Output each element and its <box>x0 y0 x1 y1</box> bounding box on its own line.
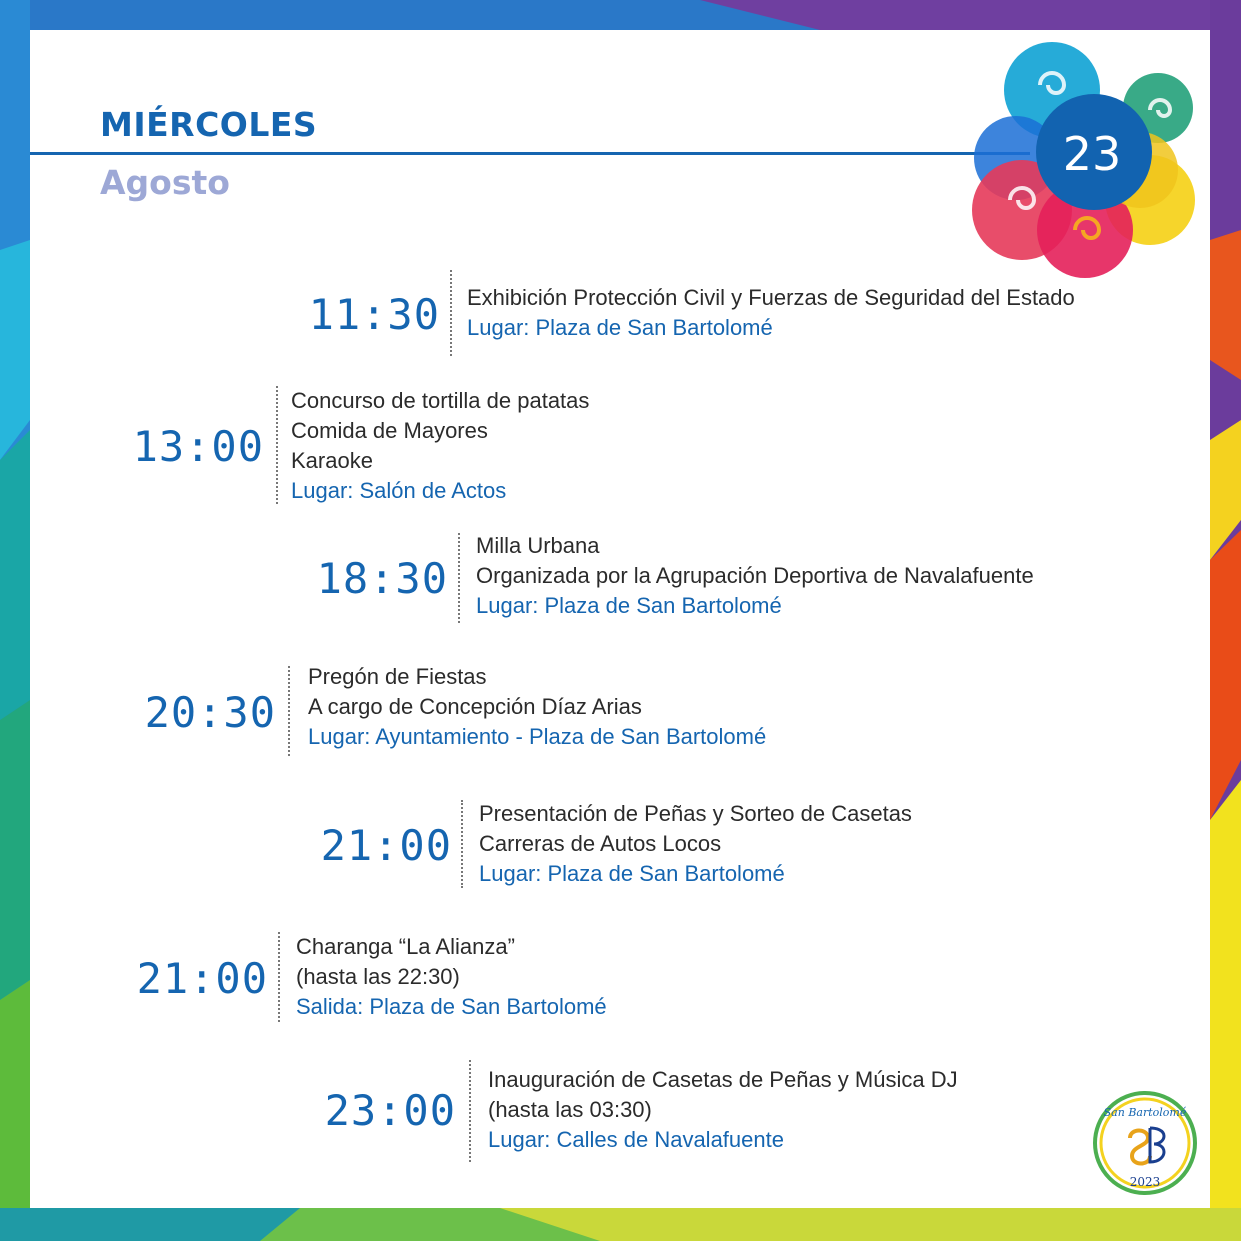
event-line: Karaoke <box>291 448 373 473</box>
event-time: 20:30 <box>144 688 276 737</box>
event-details <box>476 531 1034 621</box>
event-divider <box>288 666 290 756</box>
event-line: Inauguración de Casetas de Peñas y Música DJ <box>488 1067 958 1092</box>
event-divider <box>276 386 278 504</box>
event-line: A cargo de Concepción Díaz Arias <box>308 694 642 719</box>
event-line: Exhibición Protección Civil y Fuerzas de Seguridad del Estado <box>467 285 1075 310</box>
event-details <box>308 662 766 752</box>
event-line: Charanga “La Alianza” <box>296 934 515 959</box>
event-line: Pregón de Fiestas <box>308 664 487 689</box>
event-line: Milla Urbana <box>476 533 600 558</box>
month-subtitle: Agosto <box>100 163 230 202</box>
event-time: 21:00 <box>320 821 452 870</box>
event-time: 18:30 <box>316 554 448 603</box>
event-details <box>479 799 912 889</box>
event-divider <box>450 270 452 356</box>
event-time: 23:00 <box>324 1086 456 1135</box>
event-place: Lugar: Salón de Actos <box>291 478 507 503</box>
event-line: Presentación de Peñas y Sorteo de Casetas <box>479 801 912 826</box>
event-place: Lugar: Ayuntamiento - Plaza de San Bartolomé <box>308 724 767 749</box>
event-details <box>296 932 607 1022</box>
event-divider <box>278 932 280 1022</box>
event-line: (hasta las 03:30) <box>488 1097 652 1122</box>
event-time: 13:00 <box>132 422 264 471</box>
event-divider <box>458 533 460 623</box>
event-time: 21:00 <box>136 954 268 1003</box>
event-line: (hasta las 22:30) <box>296 964 460 989</box>
event-line: Carreras de Autos Locos <box>479 831 722 856</box>
logo-text: San Bartolomé <box>1103 1106 1187 1119</box>
event-time: 11:30 <box>308 290 440 339</box>
header-rule <box>30 152 1030 155</box>
event-details <box>488 1065 958 1155</box>
event-line: Concurso de tortilla de patatas <box>291 388 590 413</box>
logo-year: 2023 <box>1129 1175 1161 1189</box>
day-number: 23 <box>1062 127 1122 181</box>
event-line: Comida de Mayores <box>291 418 488 443</box>
festival-logo <box>1092 1090 1198 1196</box>
event-place: Lugar: Plaza de San Bartolomé <box>476 593 782 618</box>
event-divider <box>461 800 463 888</box>
event-place: Lugar: Plaza de San Bartolomé <box>467 315 773 340</box>
event-details <box>291 386 589 506</box>
event-divider <box>469 1060 471 1162</box>
weekday-title: MIÉRCOLES <box>100 105 318 144</box>
event-place: Salida: Plaza de San Bartolomé <box>296 994 607 1019</box>
event-line: Organizada por la Agrupación Deportiva de Navalafuente <box>476 563 1034 588</box>
event-details <box>467 283 1075 343</box>
event-place: Lugar: Calles de Navalafuente <box>488 1127 784 1152</box>
event-place: Lugar: Plaza de San Bartolomé <box>479 861 785 886</box>
